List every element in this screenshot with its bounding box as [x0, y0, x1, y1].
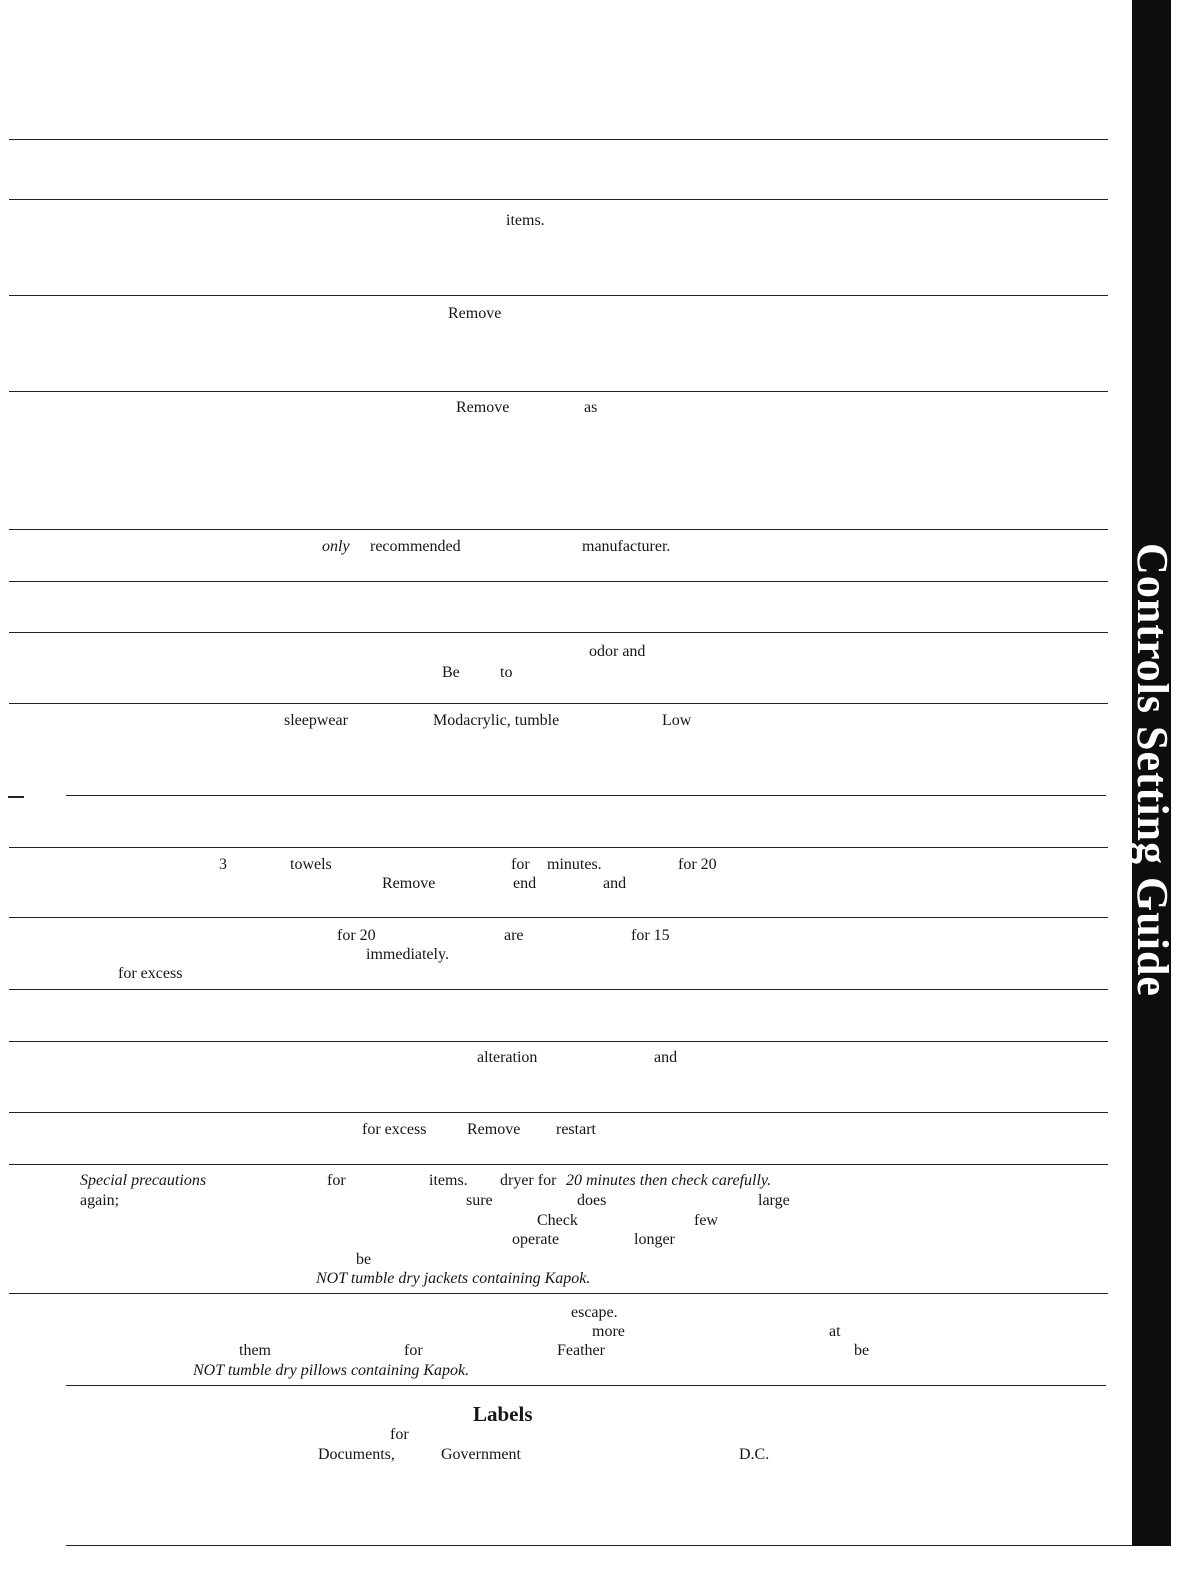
text-fragment: for excess	[118, 965, 183, 982]
text-fragment: minutes.	[547, 856, 602, 873]
text-fragment: them	[239, 1342, 271, 1359]
table-rule	[9, 1164, 1108, 1165]
text-fragment: recommended	[370, 538, 461, 555]
text-fragment: operate	[512, 1231, 560, 1248]
text-fragment: Feather	[557, 1342, 605, 1359]
text-fragment: to	[500, 664, 513, 681]
text-fragment: are	[504, 927, 524, 944]
text-fragment: and	[654, 1049, 678, 1066]
text-fragment: for	[327, 1172, 346, 1189]
text-fragment: for 20	[337, 927, 376, 944]
table-rule	[9, 529, 1108, 530]
text-fragment: for excess	[362, 1121, 427, 1138]
table-rule	[66, 1545, 1132, 1546]
sidebar-title: Controls Setting Guide	[1128, 543, 1177, 997]
text-fragment: Government	[441, 1446, 521, 1463]
table-rule	[9, 1293, 1108, 1294]
text-fragment: again;	[80, 1192, 120, 1209]
text-fragment: for	[390, 1426, 409, 1443]
text-fragment: more	[592, 1323, 625, 1340]
text-fragment: longer	[634, 1231, 675, 1248]
table-rule	[9, 1112, 1108, 1113]
text-fragment: be	[356, 1251, 372, 1268]
text-fragment: Low	[662, 712, 692, 729]
table-rule	[9, 703, 1108, 704]
text-fragment: Remove	[382, 875, 436, 892]
text-fragment: immediately.	[366, 946, 449, 963]
text-fragment: large	[758, 1192, 790, 1209]
text-fragment: sure	[466, 1192, 493, 1209]
table-rule	[66, 795, 1106, 796]
text-fragment: dryer for	[500, 1172, 557, 1189]
text-fragment: NOT tumble dry pillows containing Kapok.	[193, 1362, 470, 1379]
text-fragment: Remove	[448, 305, 502, 322]
text-fragment: few	[694, 1212, 718, 1229]
text-fragment: manufacturer.	[582, 538, 671, 555]
text-fragment: D.C.	[739, 1446, 770, 1463]
table-rule	[9, 632, 1108, 633]
text-fragment: sleepwear	[284, 712, 348, 729]
text-fragment: odor and	[589, 643, 646, 660]
margin-tick	[8, 796, 24, 798]
section-heading: Labels	[473, 1402, 533, 1426]
text-fragment: items.	[506, 212, 545, 229]
text-fragment: restart	[556, 1121, 596, 1138]
text-fragment: for	[511, 856, 530, 873]
text-fragment: for 20	[678, 856, 717, 873]
text-fragment: does	[577, 1192, 607, 1209]
text-fragment: be	[854, 1342, 870, 1359]
table-rule	[9, 295, 1108, 296]
text-fragment: only	[322, 538, 350, 555]
text-fragment: Check	[537, 1212, 578, 1229]
text-fragment: as	[584, 399, 598, 416]
text-fragment: end	[513, 875, 537, 892]
table-rule	[9, 917, 1108, 918]
table-rule	[9, 847, 1108, 848]
text-fragment: Be	[442, 664, 460, 681]
table-rule	[9, 581, 1108, 582]
table-rule	[9, 391, 1108, 392]
text-fragment: Documents,	[318, 1446, 395, 1463]
table-rule	[66, 1385, 1106, 1386]
text-fragment: alteration	[477, 1049, 538, 1066]
text-fragment: and	[603, 875, 627, 892]
text-fragment: 3	[219, 856, 227, 873]
text-fragment: for	[404, 1342, 423, 1359]
text-fragment: Remove	[456, 399, 510, 416]
table-rule	[9, 989, 1108, 990]
text-fragment: items.	[429, 1172, 468, 1189]
text-fragment: Special precautions	[80, 1172, 207, 1189]
text-fragment: NOT tumble dry jackets containing Kapok.	[316, 1270, 591, 1287]
text-fragment: Modacrylic, tumble	[433, 712, 560, 729]
text-fragment: towels	[290, 856, 332, 873]
table-rule	[9, 139, 1108, 140]
table-rule	[9, 199, 1108, 200]
text-fragment: escape.	[571, 1304, 618, 1321]
table-rule	[9, 1041, 1108, 1042]
text-fragment: Remove	[467, 1121, 521, 1138]
text-fragment: for 15	[631, 927, 670, 944]
text-fragment: at	[829, 1323, 841, 1340]
text-fragment: 20 minutes then check carefully.	[566, 1172, 772, 1189]
